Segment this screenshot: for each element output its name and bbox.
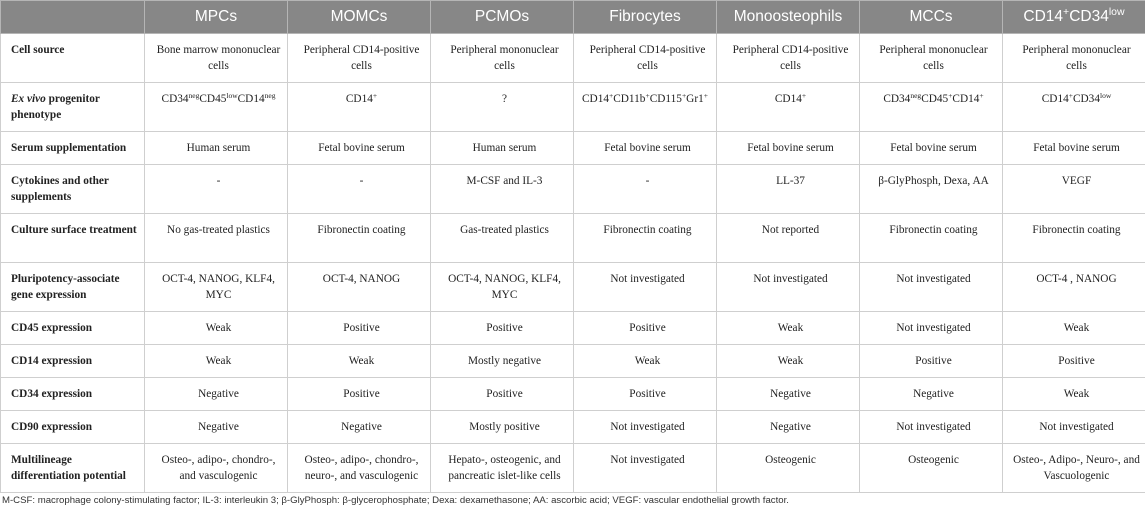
marker-sup: + (703, 91, 708, 100)
table-cell: Fetal bovine serum (288, 132, 431, 165)
marker-sup: low (226, 91, 238, 100)
table-cell: Positive (574, 378, 717, 411)
col-header-pcmos: PCMOs (431, 1, 574, 34)
table-row (1, 214, 1145, 263)
marker-sup: + (372, 91, 378, 100)
marker-sup: + (979, 91, 984, 100)
table-cell: Negative (860, 378, 1003, 411)
table-cell: Not investigated (574, 444, 717, 493)
marker-sup: neg (188, 91, 200, 100)
table-cell: Peripheral CD14-positive cells (288, 34, 431, 83)
table-cell: Not investigated (574, 411, 717, 444)
row-label-italic: Ex vivo (11, 93, 46, 105)
table-row (1, 263, 1145, 312)
row-label-pluripotency: Pluripotency-associate gene expression (1, 263, 145, 312)
table-row (1, 411, 1145, 444)
table-cell: Weak (717, 312, 860, 345)
marker: CD45 (921, 93, 949, 105)
table-cell: Human serum (145, 132, 288, 165)
col-header-monoosteophils: Monoosteophils (717, 1, 860, 34)
table-row (1, 345, 1145, 378)
row-label-culture: Culture surface treatment (1, 214, 145, 263)
marker-sup: + (948, 91, 953, 100)
table-cell: Weak (1003, 378, 1145, 411)
table-row (1, 83, 1145, 132)
table-cell: Weak (717, 345, 860, 378)
table-cell: Not investigated (860, 411, 1003, 444)
marker: CD45 (199, 93, 227, 105)
table-cell: Negative (717, 378, 860, 411)
table-cell (145, 83, 288, 132)
table-cell: OCT-4, NANOG (288, 263, 431, 312)
table-cell: Gas-treated plastics (431, 214, 574, 263)
table-cell: Mostly negative (431, 345, 574, 378)
header-part: CD34 (1069, 8, 1109, 26)
marker-sup: + (645, 91, 650, 100)
table-cell: Osteo-, adipo-, chondro-, and vasculogenic (145, 444, 288, 493)
table-cell: Positive (288, 378, 431, 411)
marker-sup: + (801, 91, 807, 100)
marker-sup: + (1068, 91, 1073, 100)
row-label-cd45: CD45 expression (1, 312, 145, 345)
marker-sup: low (1099, 91, 1112, 100)
marker-sup: + (681, 91, 687, 100)
table-cell: LL-37 (717, 165, 860, 214)
header-sup: low (1108, 6, 1125, 19)
table-cell: Positive (288, 312, 431, 345)
table-cell (860, 83, 1003, 132)
row-label-rest: progenitor phenotype (11, 93, 100, 121)
table-cell: Osteo-, adipo-, chondro-, neuro-, and vasculogenic (288, 444, 431, 493)
table-cell: Negative (145, 378, 288, 411)
table-cell: Human serum (431, 132, 574, 165)
row-label-multilineage: Multilineage differentiation potential (1, 444, 145, 493)
col-header-cd14-cd34 (1003, 1, 1145, 34)
table-cell: Not investigated (717, 263, 860, 312)
table-cell: Positive (1003, 345, 1145, 378)
table-cell: OCT-4, NANOG, KLF4, MYC (145, 263, 288, 312)
table-cell (717, 83, 860, 132)
table-cell: - (145, 165, 288, 214)
table-cell: Positive (860, 345, 1003, 378)
table-cell: Fetal bovine serum (717, 132, 860, 165)
table-cell: Peripheral CD14-positive cells (717, 34, 860, 83)
table-cell: No gas-treated plastics (145, 214, 288, 263)
col-header-mccs: MCCs (860, 1, 1003, 34)
row-label-serum: Serum supplementation (1, 132, 145, 165)
table-cell: Negative (145, 411, 288, 444)
table-row (1, 378, 1145, 411)
table-cell: Osteogenic (717, 444, 860, 493)
marker-sup: neg (910, 91, 922, 100)
table-cell: Fibronectin coating (860, 214, 1003, 263)
table-cell: Positive (431, 378, 574, 411)
table-cell: VEGF (1003, 165, 1145, 214)
table-cell: Mostly positive (431, 411, 574, 444)
table-cell: ? (431, 83, 574, 132)
table-cell: Fetal bovine serum (860, 132, 1003, 165)
header-part: CD14 (1023, 8, 1064, 26)
row-label-cytokines: Cytokines and other supplements (1, 165, 145, 214)
corner-header (1, 1, 145, 34)
table-cell: M-CSF and IL-3 (431, 165, 574, 214)
marker: CD34 (1072, 93, 1100, 105)
table-cell: Positive (431, 312, 574, 345)
table-row (1, 312, 1145, 345)
table-cell: Weak (145, 312, 288, 345)
table-cell (574, 83, 717, 132)
marker: CD14 (774, 93, 802, 105)
marker: CD14 (237, 93, 265, 105)
table-row (1, 165, 1145, 214)
row-label-cd90: CD90 expression (1, 411, 145, 444)
table-cell: Fetal bovine serum (1003, 132, 1145, 165)
table-cell: Positive (574, 312, 717, 345)
table-cell: Not reported (717, 214, 860, 263)
table-cell: Peripheral mononuclear cells (431, 34, 574, 83)
table-cell: Peripheral CD14-positive cells (574, 34, 717, 83)
marker: Gr1 (686, 93, 704, 105)
table-cell: Weak (1003, 312, 1145, 345)
table-row (1, 132, 1145, 165)
table-cell: β-GlyPhosph, Dexa, AA (860, 165, 1003, 214)
table-cell: - (574, 165, 717, 214)
table-cell (1003, 83, 1145, 132)
table-cell: Peripheral mononuclear cells (860, 34, 1003, 83)
table-cell (288, 83, 431, 132)
marker: CD14 (1041, 93, 1069, 105)
marker: CD34 (161, 93, 189, 105)
table-cell: Not investigated (860, 312, 1003, 345)
table-cell: Negative (717, 411, 860, 444)
marker: CD34 (883, 93, 911, 105)
table-cell: Fibronectin coating (288, 214, 431, 263)
table-cell: Negative (288, 411, 431, 444)
table-cell: Osteo-, Adipo-, Neuro-, and Vascuologenic (1003, 444, 1145, 493)
marker-sup: + (609, 91, 614, 100)
table-cell: Not investigated (1003, 411, 1145, 444)
header-sup: + (1063, 6, 1070, 19)
row-label-cd14: CD14 expression (1, 345, 145, 378)
table-cell: OCT-4, NANOG, KLF4, MYC (431, 263, 574, 312)
col-header-fibrocytes: Fibrocytes (574, 1, 717, 34)
table-footnote: M-CSF: macrophage colony-stimulating factor; IL-3: interleukin 3; β-GlyPhosph: β-glycerophosphate; Dexa: dexamethasone; AA: ascorbic acid; VEGF: vascular endothelial growth factor. (2, 495, 789, 506)
table-cell: Not investigated (574, 263, 717, 312)
table-cell: OCT-4 , NANOG (1003, 263, 1145, 312)
row-label-cell-source: Cell source (1, 34, 145, 83)
table-cell: Peripheral mononuclear cells (1003, 34, 1145, 83)
table-cell: Osteogenic (860, 444, 1003, 493)
table-cell: Weak (288, 345, 431, 378)
marker: CD14 (582, 93, 609, 105)
marker: CD14 (952, 93, 980, 105)
table-row (1, 34, 1145, 83)
table-cell: Fibronectin coating (574, 214, 717, 263)
marker: CD115 (649, 93, 682, 105)
table-cell: Not investigated (860, 263, 1003, 312)
table-cell: Hepato-, osteogenic, and pancreatic islet-like cells (431, 444, 574, 493)
marker: CD14 (345, 93, 373, 105)
row-label-phenotype (1, 83, 145, 132)
table-cell: - (288, 165, 431, 214)
col-header-momcs: MOMCs (288, 1, 431, 34)
row-label-cd34: CD34 expression (1, 378, 145, 411)
table-cell: Weak (145, 345, 288, 378)
table-cell: Weak (574, 345, 717, 378)
table-cell: Fibronectin coating (1003, 214, 1145, 263)
table-cell: Fetal bovine serum (574, 132, 717, 165)
marker: CD11b (613, 93, 646, 105)
col-header-mpcs: MPCs (145, 1, 288, 34)
marker-sup: neg (264, 91, 276, 100)
table-cell: Bone marrow mononuclear cells (145, 34, 288, 83)
table-row (1, 444, 1145, 493)
